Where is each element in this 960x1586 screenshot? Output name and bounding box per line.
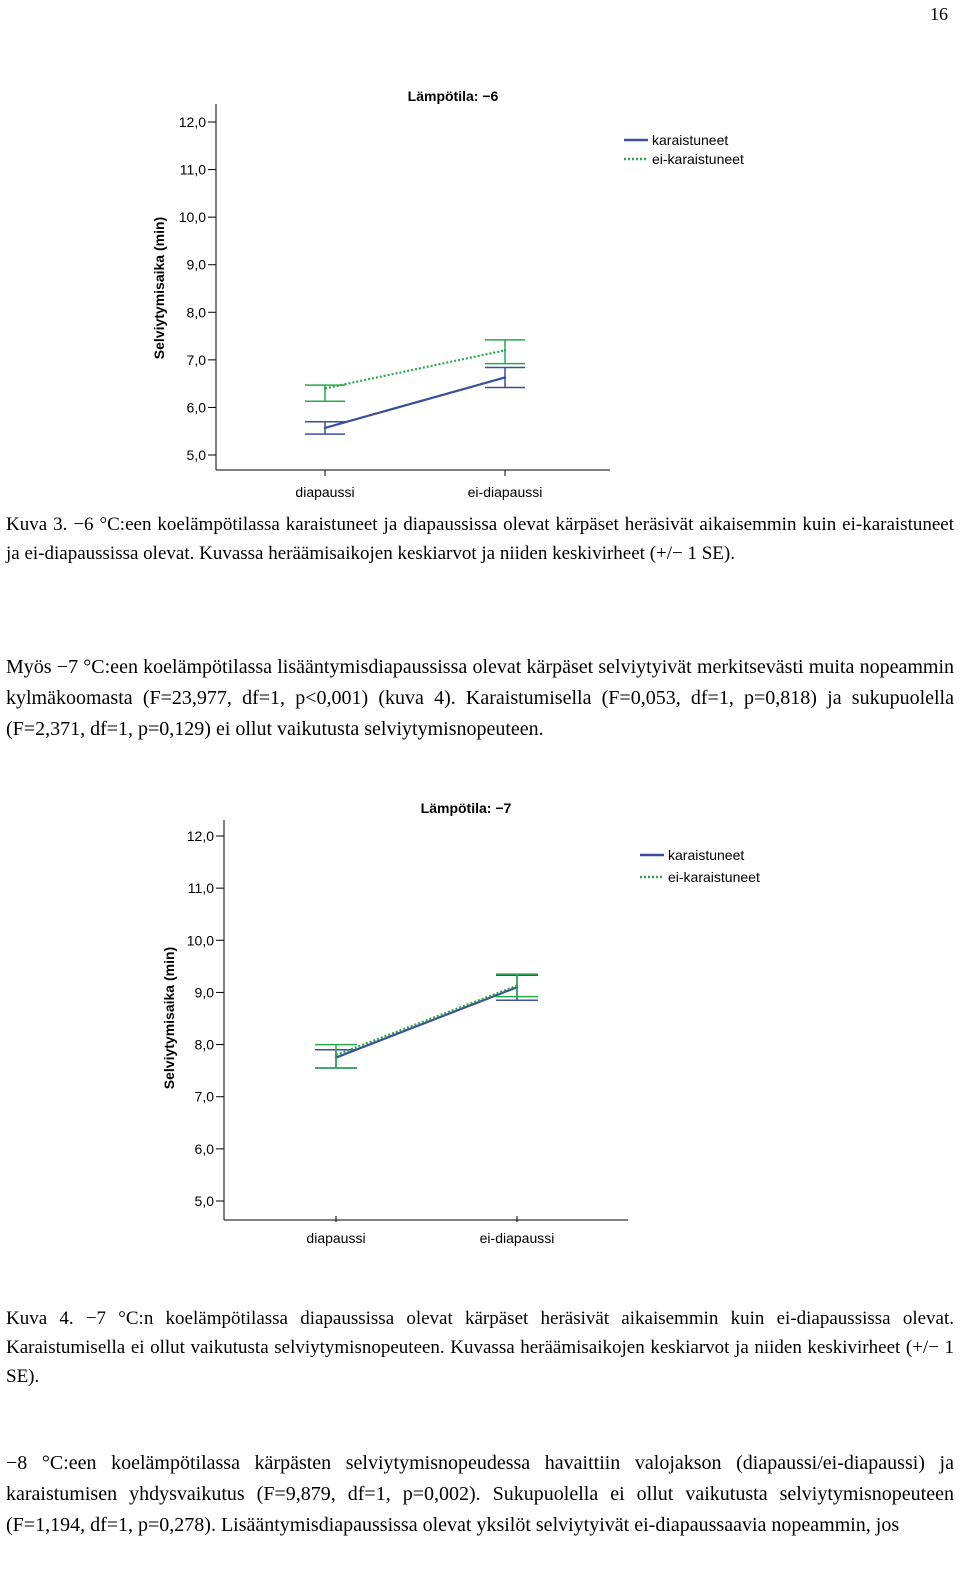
series-line-ei-karaistuneet xyxy=(325,350,505,388)
y-tick-label: 10,0 xyxy=(178,209,206,226)
y-tick-label: 6,0 xyxy=(186,399,206,416)
y-ticks xyxy=(179,114,216,463)
legend-label-ei-karaistuneet: ei-karaistuneet xyxy=(652,151,744,167)
x-tick-label: ei-diapaussi xyxy=(479,1230,555,1246)
series-layer xyxy=(305,340,525,434)
x-ticks xyxy=(295,470,542,500)
y-tick-label: 5,0 xyxy=(186,447,206,463)
y-tick-label: 8,0 xyxy=(194,1036,214,1053)
x-tick-label: diapaussi xyxy=(306,1230,366,1246)
legend-label-karaistuneet: karaistuneet xyxy=(668,847,745,863)
data-point-ei-karaistuneet xyxy=(504,349,506,351)
data-point-ei-karaistuneet xyxy=(335,1054,337,1056)
figure-4-chart xyxy=(0,790,960,1260)
x-tick-label: diapaussi xyxy=(295,484,355,500)
legend-label-ei-karaistuneet: ei-karaistuneet xyxy=(668,869,760,885)
y-tick-label: 11,0 xyxy=(179,161,206,178)
x-tick-label: ei-diapaussi xyxy=(467,484,543,500)
y-axis-label: Selviytymisaika (min) xyxy=(161,946,177,1090)
figure-3-caption: Kuva 3. −6 °C:een koelämpötilassa karaistuneet ja diapaussissa olevat kärpäset heräsivät aikaisemmin kuin ei-karaistuneet ja ei-diapaussissa olevat. Kuvassa heräämisaikojen keskiarvot ja niiden keskivirheet (+/− 1 SE). xyxy=(6,514,954,564)
y-tick-label: 10,0 xyxy=(186,932,214,949)
series-layer xyxy=(315,974,538,1068)
paragraph-1: Myös −7 °C:een koelämpötilassa lisääntymisdiapaussissa olevat kärpäset selviytyivät merkitsevästi muita nopeammin kylmäkoomasta (F=23,977, df=1, p<0,001) (kuva 4). Karaistumisella (F=0,053, df=1, p=0,818) ja sukupuolella (F=2,371, df=1, p=0,129) ei ollut vaikutusta selviytymisnopeuteen. xyxy=(6,656,954,740)
y-tick-label: 9,0 xyxy=(194,984,214,1001)
y-tick-label: 12,0 xyxy=(178,114,206,130)
data-point-karaistuneet xyxy=(504,376,506,378)
figure-4-svg xyxy=(0,790,960,1260)
data-point-ei-karaistuneet xyxy=(516,984,518,986)
data-point-karaistuneet xyxy=(324,427,326,429)
y-tick-label: 7,0 xyxy=(194,1088,214,1105)
figure-4-caption: Kuva 4. −7 °C:n koelämpötilassa diapaussissa olevat kärpäset heräsivät aikaisemmin kuin ei-diapaussissa olevat. Karaistumisella ei ollut vaikutusta selviytymisnopeuteen. Kuvassa heräämisaikojen keskiarvot ja niiden keskivirheet (+/− 1 SE). xyxy=(6,1308,954,1387)
chart-title: Lämpötila: −7 xyxy=(420,800,512,816)
y-tick-label: 6,0 xyxy=(194,1140,214,1157)
figure-3-chart xyxy=(0,0,960,510)
legend-label-karaistuneet: karaistuneet xyxy=(652,132,729,148)
y-tick-label: 12,0 xyxy=(186,828,214,844)
page-number: 16 xyxy=(930,4,948,24)
data-point-ei-karaistuneet xyxy=(324,387,326,389)
y-tick-label: 8,0 xyxy=(186,304,206,321)
y-tick-label: 5,0 xyxy=(194,1193,214,1209)
chart-title: Lämpötila: −6 xyxy=(407,88,499,104)
y-axis-label: Selviytymisaika (min) xyxy=(151,216,167,360)
paragraph-2: −8 °C:een koelämpötilassa kärpästen selviytymisnopeudessa havaittiin valojakson (diapaussi/ei-diapaussi) ja karaistumisen yhdysvaikutus (F=9,879, df=1, p=0,002). Sukupuolella ei ollut vaikutusta selviytymisnopeuteen (F=1,194, df=1, p=0,278). Lisääntymisdiapaussissa olevat yksilöt selviytyivät ei-diapaussaavia nopeammin, jos xyxy=(6,1452,954,1536)
figure-3-svg xyxy=(0,0,960,510)
y-tick-label: 7,0 xyxy=(186,351,206,368)
series-line-karaistuneet xyxy=(325,377,505,427)
legend xyxy=(640,847,760,885)
y-ticks xyxy=(187,828,224,1209)
series-line-karaistuneet xyxy=(336,987,517,1057)
series-line-ei-karaistuneet xyxy=(336,986,517,1055)
legend xyxy=(624,132,744,167)
y-tick-label: 9,0 xyxy=(186,256,206,273)
y-tick-label: 11,0 xyxy=(187,880,214,897)
